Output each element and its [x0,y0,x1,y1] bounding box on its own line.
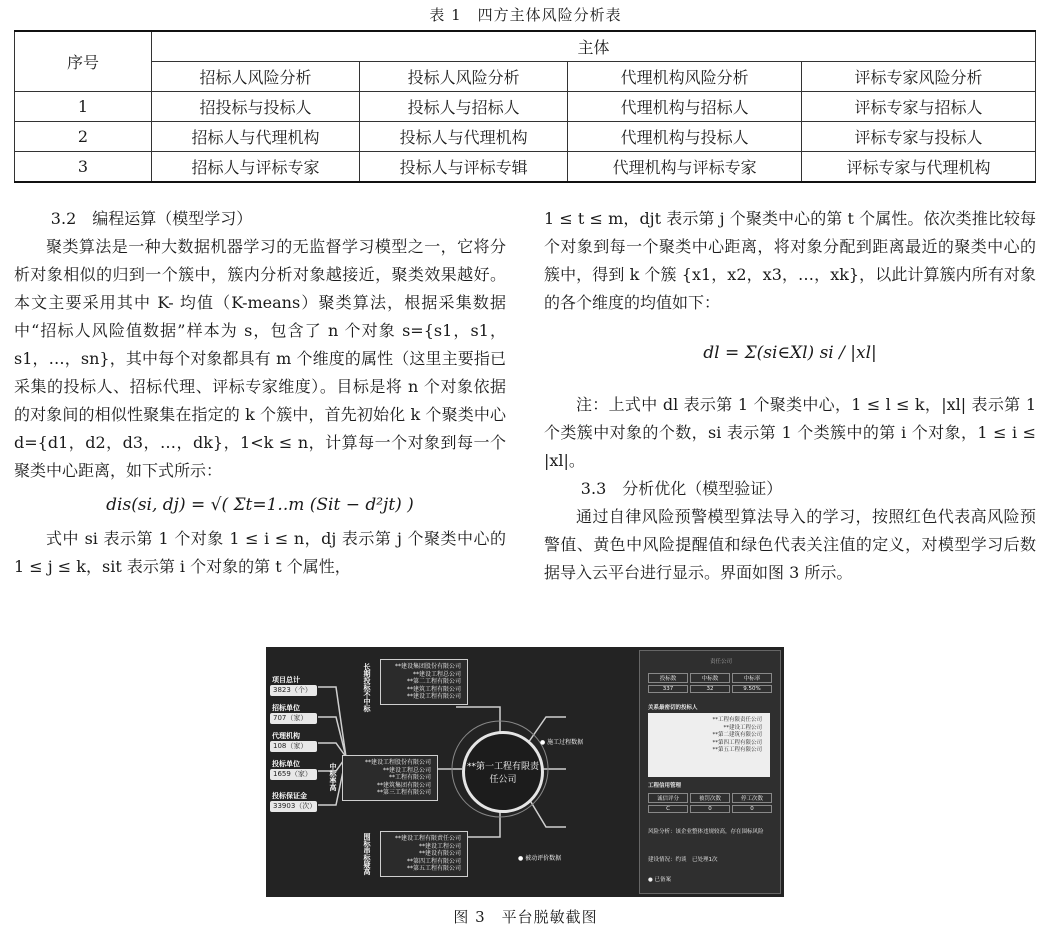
tag-label: ● 被动评价数据 [518,855,562,862]
list-item: **建设工程股份有限公司 [364,759,431,766]
cell: 1 [15,92,152,122]
list-item: **第二建筑有限公司 [712,732,762,738]
group-label: 长期投标不中标 [363,663,371,712]
panel-head: 停工次数 [732,793,772,803]
list-item: **建设工程总公司 [382,766,431,774]
stat-label: 招标单位 [272,704,300,712]
list-item: **第五工程有限公司 [712,747,762,753]
table-row [15,122,1036,152]
stat-value: 1659（家） [270,769,317,780]
panel-head: 诚信评分 [648,793,688,803]
figure-caption: 图 3 平台脱敏截图 [453,908,598,926]
cell: 评标专家与代理机构 [802,152,1036,183]
panel-value: C [648,805,688,813]
mean-formula: dl = Σ(si∈Xl) si / |xl| [703,343,877,363]
platform-screenshot [266,647,784,897]
stat-label: 代理机构 [272,732,300,740]
build-status: 建设情况：约谈 已处理1次 [648,857,718,863]
cell: 评标专家与投标人 [802,122,1036,152]
group-header: 主体 [152,31,1036,62]
stat-value: 33903（次） [270,801,317,812]
hub-label: **第一工程有限责任公司 [466,762,539,785]
list-item: **建设工程有限责任公司 [394,835,461,842]
company-list [380,659,468,705]
central-company-node[interactable] [462,731,544,813]
list-item: **建设工程有限公司 [406,693,461,700]
header-cell: 招标人风险分析 [152,62,360,92]
risk-analysis: 风险分析：该企业整体违规较高，存在围标风险 [648,829,764,835]
cell: 投标人与招标人 [360,92,568,122]
distance-formula: dis(si, dj) = √( Σt=1..m (Sit − d²jt) ) [106,495,414,515]
cell: 代理机构与评标专家 [568,152,802,183]
col-index-header: 序号 [15,31,152,92]
list-item: **建设集团股份有限公司 [394,663,461,670]
list-item: **建筑集团有限公司 [376,781,431,789]
cell: 2 [15,122,152,152]
panel-title: 责任公司 [710,659,733,665]
cell: 代理机构与招标人 [568,92,802,122]
cell: 评标专家与招标人 [802,92,1036,122]
panel-value: 337 [648,685,688,693]
paragraph: 1 ≤ t ≤ m，djt 表示第 j 个聚类中心的第 t 个属性。依次类推比较每个对象到每一个聚类中心距离，将对象分配到距离最近的聚类中心的簇中，得到 k 个簇 {x1，x2，x3，…，xk}，以此计算簇内所有对象的各个维度的均值如下： [544,209,1036,312]
cell: 代理机构与投标人 [568,122,802,152]
list-item: **工程有限责任公司 [712,717,762,723]
cell: 招标人与评标专家 [152,152,360,183]
table-row [15,152,1036,183]
list-item: **建设有限公司 [418,850,461,857]
cell: 投标人与代理机构 [360,122,568,152]
list-item: **建设工程公司 [418,842,461,850]
list-item: **工程有限公司 [388,774,431,781]
table-caption: 表 1 四方主体风险分析表 [429,6,622,24]
company-detail-panel [639,650,781,894]
list-item: **第三工程有限公司 [376,789,431,796]
list-item: **建筑工程有限公司 [406,685,461,693]
paragraph: 注：上式中 dl 表示第 1 个聚类中心，1 ≤ l ≤ k，|xl| 表示第 1 个类簇中对象的个数，si 表示第 1 个类簇中的第 i 个对象，1 ≤ i ≤ |xl|。 [544,395,1036,470]
header-cell: 评标专家风险分析 [802,62,1036,92]
panel-head: 中标率 [732,673,772,683]
list-item: **建设工程公司 [723,724,762,731]
panel-value: 0 [732,805,772,813]
risk-table [14,30,1036,183]
stat-label: 投标保证金 [272,792,307,800]
panel-head: 投标数 [648,673,688,683]
company-list [342,755,438,801]
table-row [15,92,1036,122]
group-label: 围标串标疑高 [363,833,371,875]
stat-value: 108（家） [270,741,317,752]
panel-value: 32 [690,685,730,693]
stat-value: 3823（个） [270,685,317,696]
related-bidders-list [648,713,770,777]
panel-value: 0 [690,805,730,813]
filed-status: ● 已备案 [648,877,672,883]
stat-label: 投标单位 [272,760,300,768]
paragraph: 聚类算法是一种大数据机器学习的无监督学习模型之一，它将分析对象相似的归到一个簇中，簇内分析对象越接近，聚类效果越好。本文主要采用其中 K- 均值（K-means）聚类算法，根据采集数据中“招标人风险值数据”样本为 s，包含了 n 个对象 s={s1，s1，s1，…，sn}，其中每个对象都具有 m 个维度的属性（这里主要指已采集的投标人、招标代理、评标专家维度）。目标是将 n 个对象依据的对象间的相似性聚集在指定的 k 个簇中，首先初始化 k 个聚类中心 d={d1，d2，d3，…，dk}，1<k ≤ n，计算每一个对象到每一个聚类中心距离，如下式所示： [14,237,506,480]
company-list [380,831,468,877]
stat-label: 项目总计 [272,676,300,684]
group-label: 中标率高 [329,763,337,791]
panel-head: 中标数 [690,673,730,683]
panel-value: 9.50% [732,685,772,693]
panel-subtitle: 工程信用管理 [648,783,682,789]
header-cell: 投标人风险分析 [360,62,568,92]
cell: 投标人与评标专辑 [360,152,568,183]
panel-head: 被罚次数 [690,793,730,803]
header-cell: 代理机构风险分析 [568,62,802,92]
paragraph: 式中 si 表示第 1 个对象 1 ≤ i ≤ n，dj 表示第 j 个聚类中心的 1 ≤ j ≤ k，sit 表示第 i 个对象的第 t 个属性， [14,529,506,576]
section-heading: 3.3 分析优化（模型验证） [580,479,783,498]
paragraph: 通过自律风险预警模型算法导入的学习，按照红色代表高风险预警值、黄色中风险提醒值和绿色代表关注值的定义，对模型学习后数据导入云平台进行显示。界面如图 3 所示。 [544,507,1036,582]
section-heading: 3.2 编程运算（模型学习） [50,209,253,228]
right-column [544,205,1036,587]
left-column [14,205,506,581]
list-item: **第四工程有限公司 [406,857,461,865]
list-item: **第五工程有限公司 [406,865,461,872]
cell: 3 [15,152,152,183]
stat-value: 707（家） [270,713,317,724]
cell: 招标人与代理机构 [152,122,360,152]
tag-label: ● 施工过程数据 [540,739,584,746]
list-item: **第四工程有限公司 [712,739,762,746]
cell: 招投标与投标人 [152,92,360,122]
list-item: **建设工程总公司 [412,670,461,678]
list-item: **第二工程有限公司 [406,678,461,685]
panel-subtitle: 关系最密切的投标人 [648,705,698,711]
